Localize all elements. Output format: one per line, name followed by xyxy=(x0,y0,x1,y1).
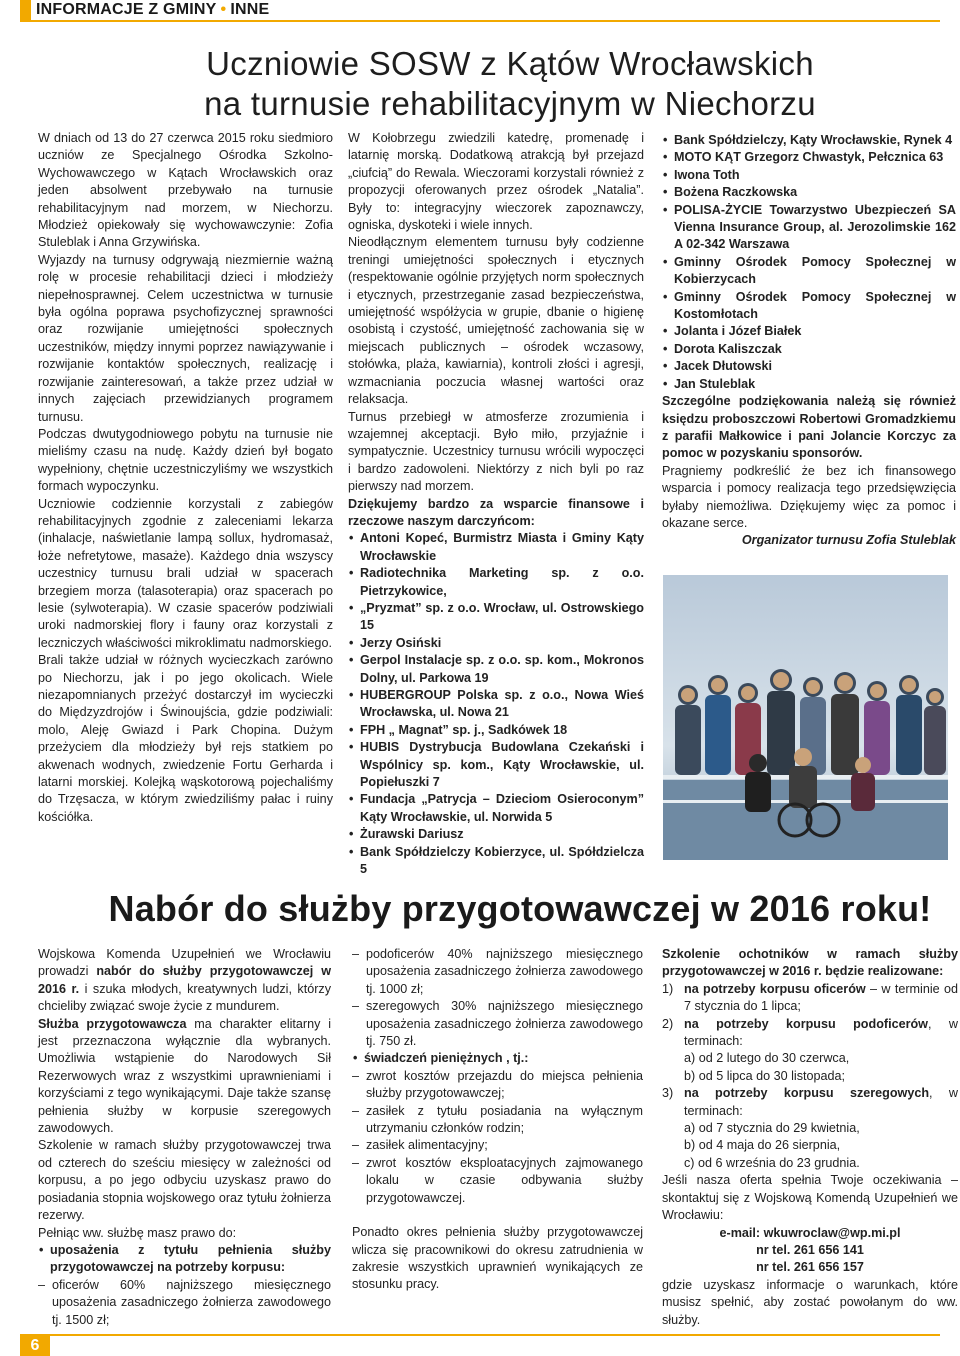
recruitment-title: Nabór do służby przygotowawczej w 2016 roku! xyxy=(108,888,932,929)
donor-item: • Jan Stuleblak xyxy=(662,376,956,393)
donor-item: • Fundacja „Patrycja – Dzieciom Osieroconym” Kąty Wrocławskie, ul. Norwida 5 xyxy=(348,791,644,826)
allowance-item: – zwrot kosztów przejazdu do miejsca pełnienia służby przygotowawczej; xyxy=(352,1068,643,1103)
thanks-intro: Dziękujemy bardzo za wsparcie finansowe i rzeczowe naszym darczyńcom: xyxy=(348,496,644,528)
donor-list xyxy=(348,530,644,878)
text-run: na potrzeby korpusu oficerów xyxy=(684,981,866,996)
benefit-item: • świadczeń pieniężnych , tj.: xyxy=(352,1050,643,1067)
salary-item: – szeregowych 30% najniższego miesięcznego uposażenia zasadniczego żołnierza zawodowego tj. 750 zł. xyxy=(352,998,643,1050)
allowance-item: – zasiłek alimentacyjny; xyxy=(352,1137,643,1154)
training-date: a) od 7 stycznia do 29 kwietnia, xyxy=(684,1121,860,1136)
paragraph: Turnus przebiegł w atmosferze zrozumienia i wzajemnej akceptacji. Było miło, przyjaźnie i sympatycznie. Uczestnicy turnusu wrócili wypoczęci i bardzo zadowoleni. Niektórzy z nich byli po raz pierwszy nad morzem. xyxy=(348,409,644,494)
article-column-2 xyxy=(348,130,644,878)
text-run: Wojskowa Komenda Uzupełnień we Wrocławiu prowadzi xyxy=(38,947,331,979)
text-run: na potrzeby korpusu szeregowych xyxy=(684,1086,930,1101)
recruitment-column-1 xyxy=(38,946,331,1329)
donor-item: • „Pryzmat” sp. z o.o. Wrocław, ul. Ostrowskiego 15 xyxy=(348,600,644,635)
section-label xyxy=(36,1,269,19)
benefits-list xyxy=(38,1242,331,1277)
recruitment-column-2 xyxy=(352,946,643,1294)
donor-item: • POLISA-ŻYCIE Towarzystwo Ubezpieczeń SA Vienna Insurance Group, al. Jerozolimskie 162 A 02-342 Warszawa xyxy=(662,202,956,254)
contact-paragraph: Jeśli nasza oferta spełnia Twoje oczekiwania – skontaktuj się z Wojskową Komendą Uzupełnień we Wrocławiu: xyxy=(662,1173,958,1223)
donor-item: • Jolanta i Józef Białek xyxy=(662,323,956,340)
article-column-3 xyxy=(662,132,956,550)
recruitment-column-3 xyxy=(662,946,958,1329)
contact-phone: nr tel. 261 656 141 xyxy=(756,1242,864,1257)
text-run: ma charakter elitarny i jest przeznaczona wyłącznie dla wybranych. Umożliwia wstąpienie do Narodowych Sił Rezerwowych wraz z wszystkimi uprawnieniami i korzyściami z tego wynikającymi. Daje także szansę pełnienia służby w korpusie szeregowych zawodowych. xyxy=(38,1016,331,1136)
salary-item: – podoficerów 40% najniższego miesięcznego uposażenia zasadniczego żołnierza zawodowego tj. 1000 zł; xyxy=(352,946,643,998)
donor-item: • Jacek Dłutowski xyxy=(662,358,956,375)
donor-item: • Antoni Kopeć, Burmistrz Miasta i Gminy Kąty Wrocławskie xyxy=(348,530,644,565)
text-run: , w terminach: xyxy=(684,1016,958,1049)
section-separator: • xyxy=(220,1,227,18)
paragraph: Szkolenie w ramach służby przygotowawczej trwa od czterech do sześciu miesięcy w zależności od korpusu, a po jego odbyciu uzyskasz prawo do posiadania stopnia wojskowego oraz tytułu żołnierza rezerwy. xyxy=(38,1138,331,1223)
paragraph: Wyjazdy na turnusy odgrywają niezmiernie ważną rolę w procesie rehabilitacji dzieci i młodzieży niepełnosprawnej. Celem uczestnictwa w turnusie była ogólna poprawa psychofizycznej sprawności oraz rozwijanie umiejętności społecznych uczestników, między innymi poprzez nawiązywanie i rozwijanie kontaktów społecznych, realizację i rozwijanie zainteresowań, a także przez udział w innych zajęciach przewidzianych programem turnusu. xyxy=(38,252,333,424)
group-photo-illustration xyxy=(663,575,948,860)
training-item xyxy=(662,1085,958,1120)
text-run: Służba przygotowawcza xyxy=(38,1016,187,1031)
donor-item: • MOTO KĄT Grzegorz Chwastyk, Pełcznica 63 xyxy=(662,149,956,166)
donor-item: • Jerzy Osiński xyxy=(348,635,644,652)
closing-paragraph: Pragniemy podkreślić że bez ich finansowego wsparcia i pomocy realizacja tego przedsięwzięcia byłaby niemożliwa. Dziękujemy więc za pomoc i okazane serce. xyxy=(662,463,956,530)
group-photo xyxy=(663,575,948,860)
item-number: 3) xyxy=(662,1086,674,1101)
donor-item: • Gminny Ośrodek Pomocy Społecznej w Kobierzycach xyxy=(662,254,956,289)
text-run: nabór do służby przygotowawczej w 2016 r. xyxy=(38,964,331,996)
paragraph: W dniach od 13 do 27 czerwca 2015 roku siedmioro uczniów ze Specjalnego Ośrodka Szkolno-Wychowawczego w Kątach Wrocławskich oraz jeden absolwent przebywało na turnusie rehabilitacyjnym nad morzem, w Niechorzu. Młodzież opiekowały się wychowawczynie: Zofia Stuleblak i Anna Grzywińska. xyxy=(38,131,333,250)
training-date: b) od 5 lipca do 30 listopada; xyxy=(684,1068,846,1083)
paragraph: Uczniowie codziennie korzystali z zabiegów rehabilitacyjnych zgodnie z zaleceniami lekarza (inhalacje, naświetlanie lampą sollux, hydromasaż, łoże nefretytowe, masaże). Każdego dnia wszyscy uczestnicy turnusu brali udział w spacerach brzegiem morza (talasoterapia) oraz spacerach po lesie (sylwoterapia). W czasie spacerów podziwiali uroki nadmorskiej flory i fauny oraz korzystali z leczniczych właściwości mikroklimatu nadmorskiego. xyxy=(38,496,333,650)
donor-item: • Gminny Ośrodek Pomocy Społecznej w Kostomłotach xyxy=(662,289,956,324)
donor-item: • Iwona Toth xyxy=(662,167,956,184)
signature: Organizator turnusu Zofia Stuleblak xyxy=(741,533,956,548)
text-run: – w terminie od 7 stycznia do 1 lipca; xyxy=(684,981,958,1014)
donor-item: • Żurawski Dariusz xyxy=(348,826,644,843)
donor-item: • HUBIS Dystrybucja Budowlana Czekański i Wspólnicy sp. kom., Kąty Wrocławskie, ul. Popiełuszki 7 xyxy=(348,739,644,791)
training-date: a) od 2 lutego do 30 czerwca, xyxy=(684,1051,850,1066)
text-run: i szuka młodych, kreatywnych ludzi, którzy chcieliby związać swoje życie z mundurem. xyxy=(38,981,331,1014)
article-title xyxy=(150,44,870,124)
page-number: 6 xyxy=(20,1336,50,1356)
section-name: INFORMACJE Z GMINY xyxy=(36,1,217,18)
donor-item: • Bank Spółdzielczy Kobierzyce, ul. Spółdzielcza 5 xyxy=(348,844,644,879)
article-column-1 xyxy=(38,130,333,826)
paragraph: Ponadto okres pełnienia służby przygotowawczej wlicza się pracownikowi do okresu zatrudnienia w zakresie wszystkich uprawnień wynikających ze stosunku pracy. xyxy=(352,1225,643,1292)
header-accent-block xyxy=(20,0,31,20)
training-heading: Szkolenie ochotników w ramach służby przygotowawczej w 2016 r. będzie realizowane: xyxy=(662,947,958,979)
training-item xyxy=(662,1016,958,1051)
contact-email: e-mail: wkuwroclaw@wp.mi.pl xyxy=(719,1225,901,1240)
paragraph: Nieodłącznym elementem turnusu były codzienne treningi umiejętności społecznych i etycznych (respektowanie ogólnie przyjętych norm społecznych i etycznych, przestrzeganie zasad bezpieczeństwa, umiejętność współżycia w grupie, dbanie o higienę osobistą i czystość, umiejętność zachowania się w miejscach publicznych – ośrodek wczasowy, stołówka, plaża, kawiarnia), kontroli złości i agresji, wzmacniania poczucia własnej wartości oraz relaksacja. xyxy=(348,235,644,407)
donor-item: • Dorota Kaliszczak xyxy=(662,341,956,358)
article-title-line-1: Uczniowie SOSW z Kątów Wrocławskich xyxy=(206,45,814,82)
special-thanks: Szczególne podziękowania należą się również księdzu proboszczowi Robertowi Gromadzkiemu z parafii Małkowice i pani Jolancie Korczyc za pomoc w pozyskaniu sponsorów. xyxy=(662,394,956,461)
donor-item: • Gerpol Instalacje sp. z o.o. sp. kom., Mokronos Dolny, ul. Parkowa 19 xyxy=(348,652,644,687)
text-run: na potrzeby korpusu podoficerów xyxy=(684,1016,928,1031)
item-number: 1) xyxy=(662,981,674,996)
donor-item: • Radiotechnika Marketing sp. z o.o. Pietrzykowice, xyxy=(348,565,644,600)
subsection-name: INNE xyxy=(230,1,270,18)
allowance-item: – zasiłek z tytułu posiadania na wyłącznym utrzymaniu członków rodzin; xyxy=(352,1103,643,1138)
article-title-line-2: na turnusie rehabilitacyjnym w Niechorzu xyxy=(204,85,816,122)
paragraph: Podczas dwutygodniowego pobytu na turnusie nie mieliśmy czasu na nudę. Każdy dzień był bogato wypełniony, chętnie uczestniczyliśmy we wszystkich formach wypoczynku. xyxy=(38,426,333,494)
donor-item: • Bożena Raczkowska xyxy=(662,184,956,201)
training-item xyxy=(662,981,958,1016)
paragraph xyxy=(38,946,331,1016)
training-date: b) od 4 maja do 26 sierpnia, xyxy=(684,1138,841,1153)
paragraph xyxy=(38,1016,331,1138)
donor-item: • HUBERGROUP Polska sp. z o.o., Nowa Wieś Wrocławska, ul. Nowa 21 xyxy=(348,687,644,722)
contact-phone: nr tel. 261 656 157 xyxy=(756,1260,864,1275)
donor-item: • FPH „ Magnat” sp. j., Sadkówek 18 xyxy=(348,722,644,739)
paragraph: gdzie uzyskasz informacje o warunkach, które musisz spełnić, aby zostać powołanym do ww. służby. xyxy=(662,1277,958,1327)
paragraph: Pełniąc ww. służbę masz prawo do: xyxy=(38,1225,237,1240)
item-number: 2) xyxy=(662,1016,674,1031)
donor-item: • Bank Spółdzielczy, Kąty Wrocławskie, Rynek 4 xyxy=(662,132,956,149)
training-date: c) od 6 września do 23 grudnia. xyxy=(684,1155,860,1170)
text-run: , w terminach: xyxy=(684,1086,959,1118)
allowance-item: – zwrot kosztów eksploatacyjnych zajmowanego lokalu w czasie odbywania służby przygotowawczej. xyxy=(352,1155,643,1207)
benefit-item: • uposażenia z tytułu pełnienia służby przygotowawczej na potrzeby korpusu: xyxy=(38,1242,331,1277)
footer-rule xyxy=(20,1334,940,1336)
paragraph: Brali także udział w różnych wycieczkach zarówno po Niechorzu, jak i po jego okolicach. Wiele niezapomnianych przeżyć dostarczył im wycieczki do Międzyzdrojów i Świnoujścia, gdzie podziwiali: molo, Aleję Gwiazd i Park Chopina. Dużym przeżyciem dla młodzieży był rejs statkiem po akwenach wodnych, zwiedzenie Fortu Gerharda i latarni morskiej. Kolejką wąskotorową pojechaliśmy do Trzęsacza, w którym zwiedziliśmy pałac i ruiny kościółka. xyxy=(38,653,333,824)
benefits-list xyxy=(352,1050,643,1067)
paragraph: W Kołobrzegu zwiedzili katedrę, promenadę i latarnię morską. Dodatkową atrakcją był przejazd „ciufcią” do Rewala. Wieczorami korzystali również z propozycji oferowanych przez ośrodek „Natalia”. Były to: integracyjny wieczorek zapoznawczy, ogniska, dyskoteki i wiele innych. xyxy=(348,131,644,233)
salary-item: – oficerów 60% najniższego miesięcznego uposażenia zasadniczego żołnierza zawodowego tj. 1500 zł; xyxy=(38,1277,331,1329)
donor-list-continued xyxy=(662,132,956,393)
